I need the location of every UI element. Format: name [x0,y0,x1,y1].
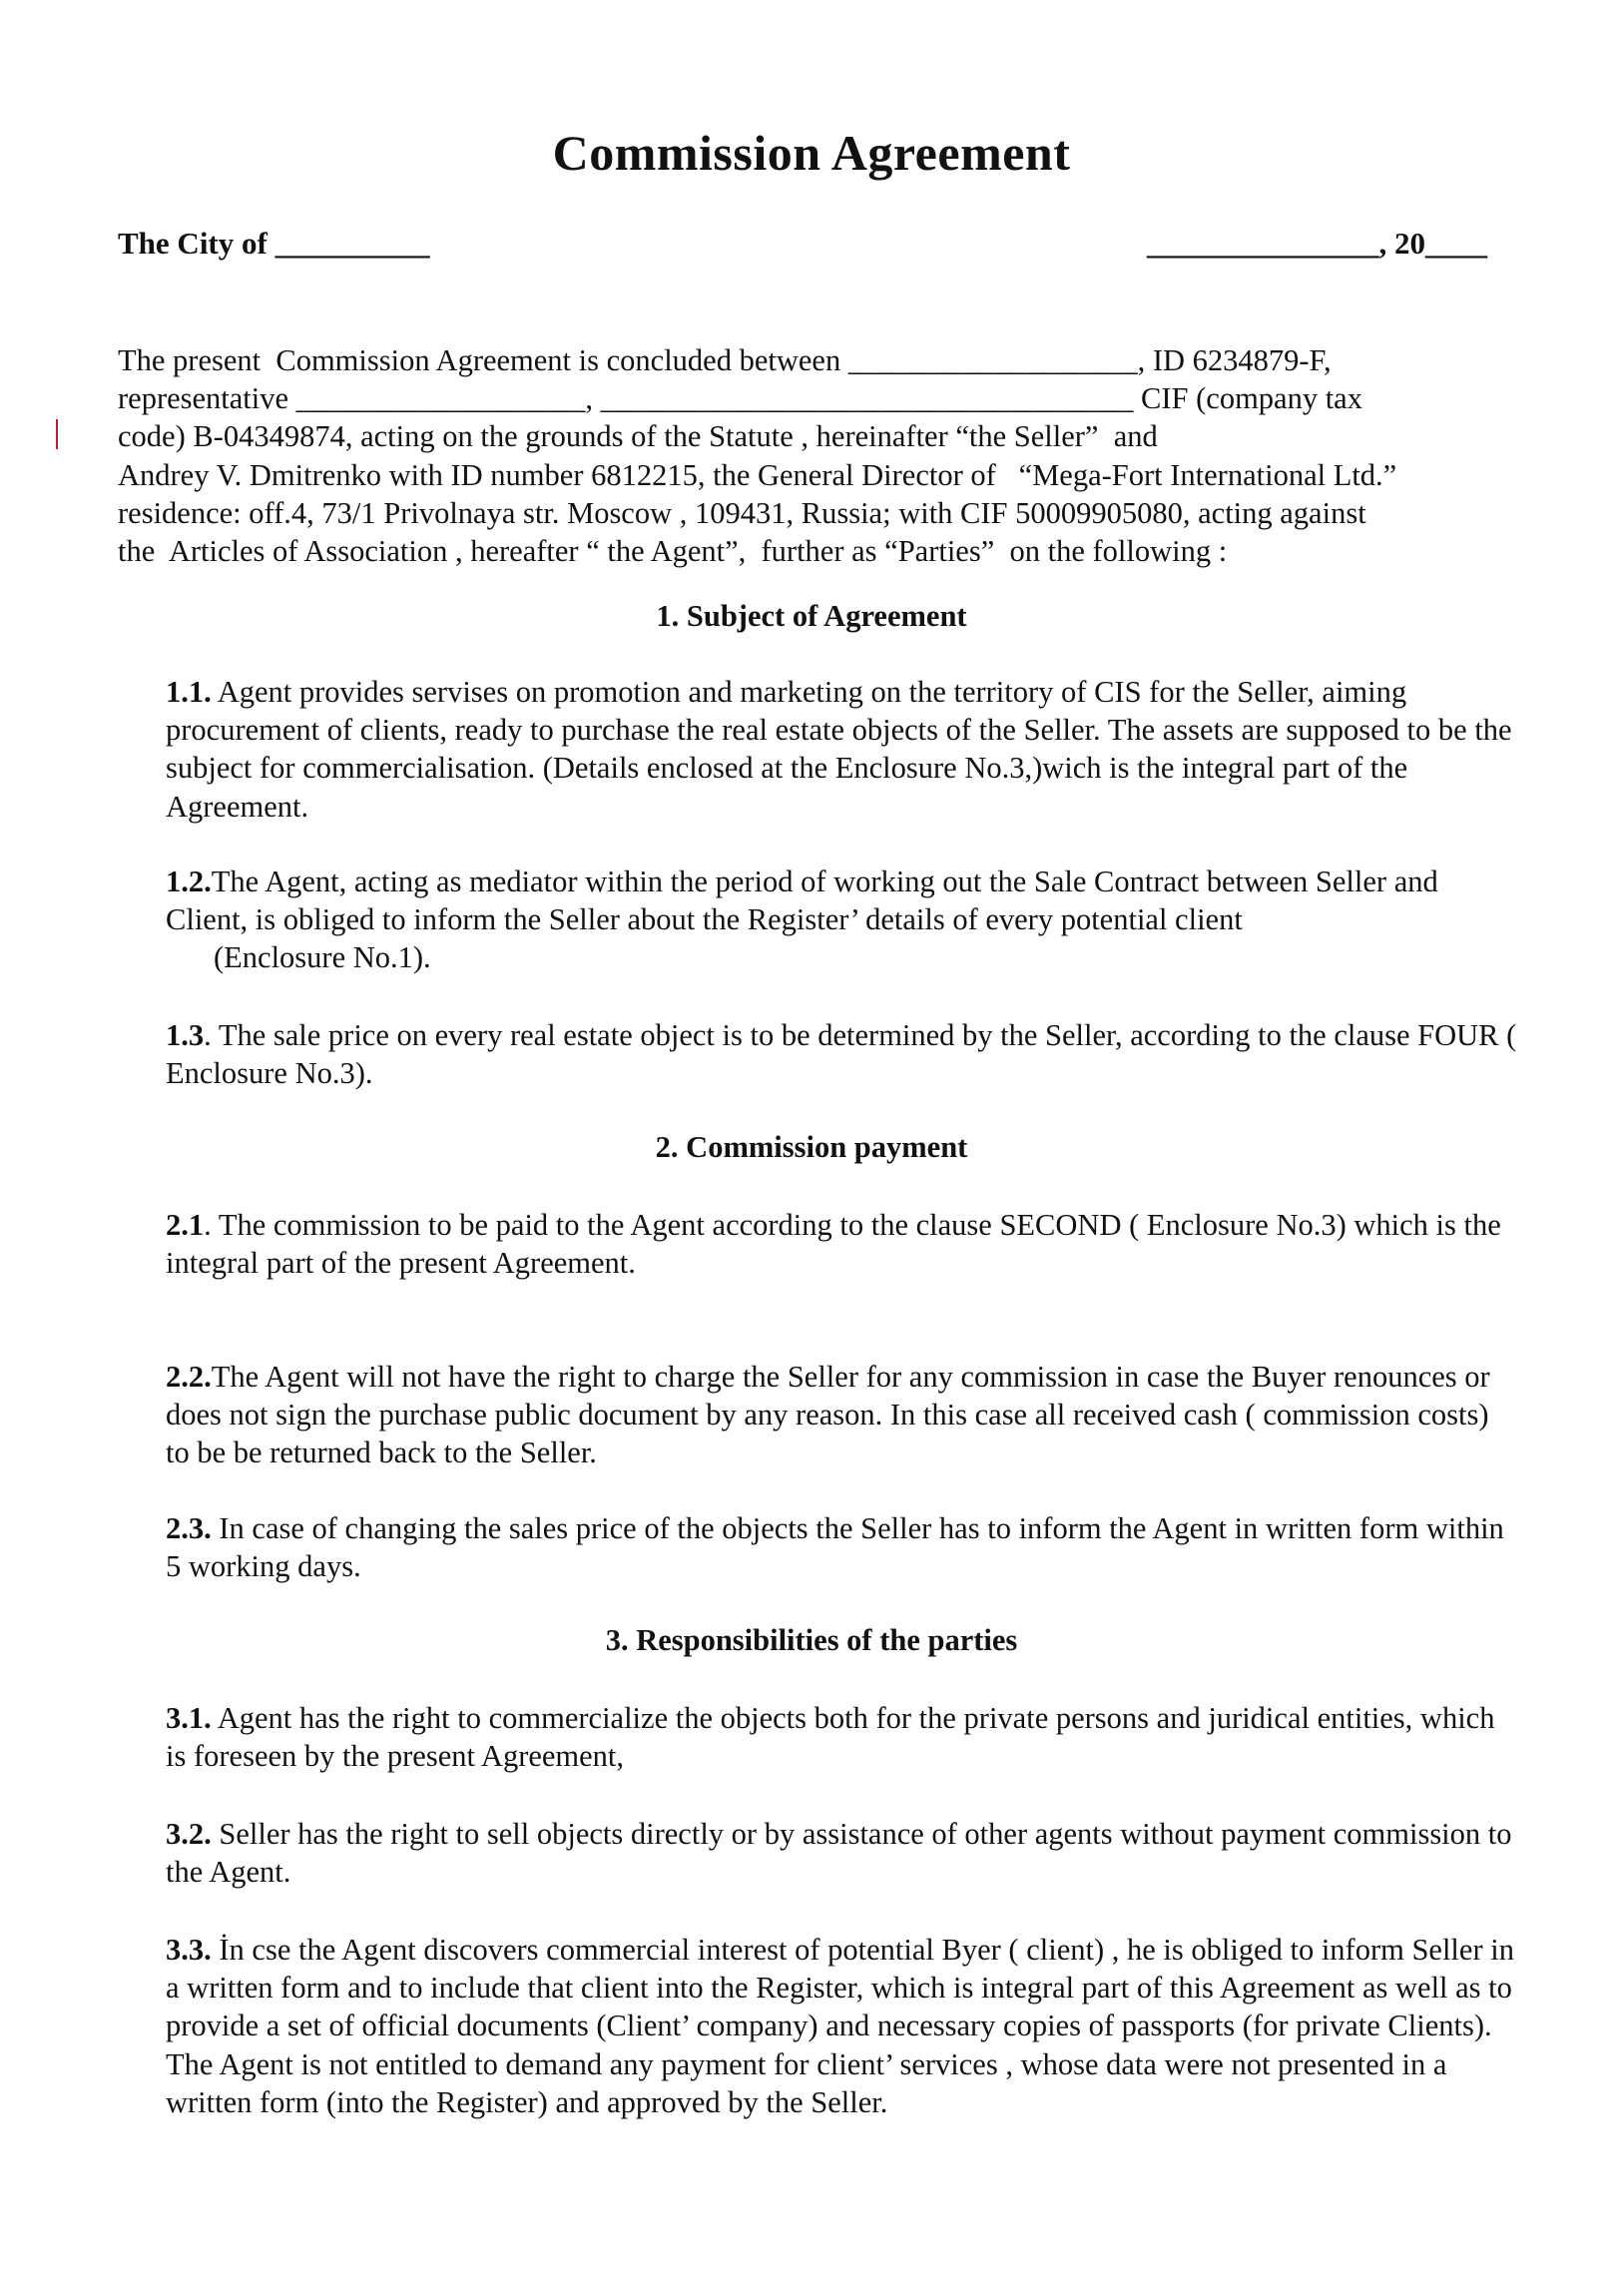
clause-text: Agent has the right to commercialize the objects both for the private persons and juridical entities, which is foreseen by the present Agreement, [166,1701,1495,1774]
clause-text: . The sale price on every real estate object is to be determined by the Seller, according to the clause FOUR ( Enclosure No.3). [166,1018,1517,1091]
clause-2-1 [166,1206,1517,1282]
section-heading-responsibilities: 3. Responsibilities of the parties [605,1623,1018,1657]
section-heading-subject: 1. Subject of Agreement [656,599,967,633]
clause-text: In case of changing the sales price of the objects the Seller has to inform the Agent in written form within 5 working days. [166,1511,1504,1584]
clause-2-2 [166,1358,1517,1472]
margin-change-mark [56,419,58,449]
preamble-line: representative ___________________, ___________________________________ CIF (company tax [118,381,1362,416]
clause-indent-text: (Enclosure No.1). [214,940,431,975]
date-line: _______________, 20____ [1147,226,1487,261]
clause-2-3 [166,1509,1517,1585]
clause-number: 2.2. [166,1360,212,1394]
clause-number: 1.1. [166,675,212,709]
clause-text: The Agent, acting as mediator within the period of working out the Sale Contract between Seller and Client, is obliged to inform the Seller about the Register’ details of every potential client [166,864,1438,937]
preamble [118,341,1515,570]
preamble-line: residence: off.4, 73/1 Privolnaya str. Moscow , 109431, Russia; with CIF 50009905080, acting against [118,495,1366,530]
clause-text: Seller has the right to sell objects directly or by assistance of other agents without payment commission to the Agent. [166,1817,1512,1890]
clause-1-2 [166,862,1517,977]
clause-3-2 [166,1815,1517,1891]
clause-text: The Agent will not have the right to charge the Seller for any commission in case the Buyer renounces or does not sign the purchase public document by any reason. In this case all received cash ( commission costs) to be be returned back to the Seller. [166,1360,1490,1470]
clause-text: . The commission to be paid to the Agent according to the clause SECOND ( Enclosure No.3) which is the integral part of the present Agreement. [166,1208,1501,1281]
clause-number: 3.1. [166,1701,212,1735]
clause-number: 2.3. [166,1511,212,1545]
clause-text: İn cse the Agent discovers commercial interest of potential Byer ( client) , he is obliged to inform Seller in a written form and to include that client into the Register, which is integral part of this Agreement as well as to provide a set of official documents (Client’ company) and necessary copies of passports (for private Clients). The Agent is not entitled to demand any payment for client’ services , whose data were not presented in a written form (into the Register) and approved by the Seller. [166,1933,1514,2119]
city-line: The City of __________ [118,226,430,261]
preamble-line: The present Commission Agreement is concluded between ___________________, ID 6234879-F, [118,343,1332,377]
preamble-line: the Articles of Association , hereafter “ the Agent”, further as “Parties” on the following : [118,534,1228,569]
clause-1-1 [166,673,1517,826]
clause-3-1 [166,1699,1517,1775]
preamble-line: code) B-04349874, acting on the grounds of the Statute , hereinafter “the Seller” and [118,419,1158,454]
clause-3-3 [166,1931,1517,2121]
clause-1-3 [166,1016,1517,1092]
clause-number: 3.2. [166,1817,212,1851]
clause-number: 1.3 [166,1018,205,1052]
clause-number: 1.2. [166,864,212,898]
document-title: Commission Agreement [552,125,1071,181]
clause-number: 3.3. [166,1933,212,1967]
section-heading-commission: 2. Commission payment [655,1130,968,1164]
preamble-line: Andrey V. Dmitrenko with ID number 6812215, the General Director of “Mega-Fort International Ltd.” [118,457,1397,492]
clause-text: Agent provides servises on promotion and marketing on the territory of CIS for the Seller, aiming procurement of clients, ready to purchase the real estate objects of the Seller. The assets are supposed to be the subject for commercialisation. (Details enclosed at the Enclosure No.3,)wich is the integral part of the Agreement. [166,675,1512,824]
clause-number: 2.1 [166,1208,205,1242]
